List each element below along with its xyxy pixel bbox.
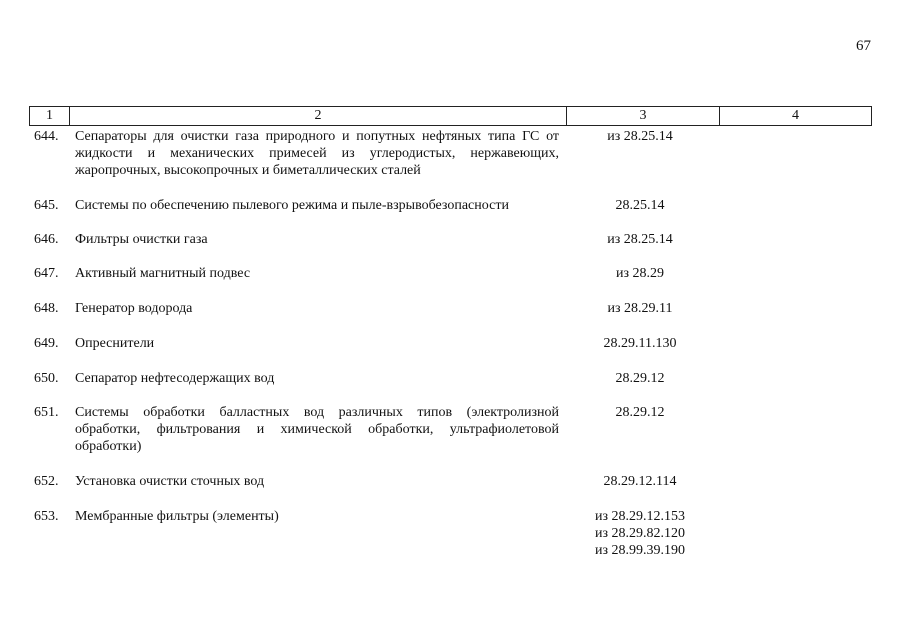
code-value: из 28.25.14 [607, 232, 673, 247]
code-value: 28.29.12 [615, 371, 665, 386]
code-value: из 28.99.39.190 [594, 543, 686, 558]
page-number: 67 [856, 38, 871, 54]
row-number: 647. [34, 266, 59, 281]
code-value: из 28.29.82.120 [594, 526, 686, 541]
code-value: из 28.29 [615, 266, 665, 281]
table-header [29, 106, 872, 126]
row-description: Сепаратор нефтесодержащих вод [75, 371, 275, 386]
code-value: 28.29.12.114 [603, 474, 677, 489]
row-description: Мембранные фильтры (элементы) [75, 509, 279, 524]
row-description: Системы обработки балластных вод различных типов (электролизной обработки, фильтрования и химической обработки, ультрафиолетовой обработки) [75, 405, 559, 454]
row-number: 652. [34, 474, 59, 489]
code-value: из 28.29.12.153 [594, 509, 686, 524]
row-code [575, 335, 705, 352]
row-number: 645. [34, 198, 59, 213]
row-description: Опреснители [75, 336, 155, 351]
row-number: 649. [34, 336, 59, 351]
row-code [575, 197, 705, 214]
header-col-3: 3 [567, 107, 720, 125]
row-code [575, 370, 705, 387]
code-value: из 28.25.14 [607, 129, 673, 144]
row-code [575, 128, 705, 145]
row-description: Генератор водорода [75, 301, 193, 316]
row-code [575, 231, 705, 248]
row-code [575, 300, 705, 317]
row-number: 646. [34, 232, 59, 247]
code-value: 28.29.12 [615, 405, 665, 420]
row-number: 653. [34, 509, 59, 524]
row-description: Фильтры очистки газа [75, 232, 208, 247]
row-description: Системы по обеспечению пылевого режима и пыле-взрывобезопасности [75, 198, 509, 213]
row-description: Сепараторы для очистки газа природного и попутных нефтяных типа ГС от жидкости и механических примесей из углеродистых, нержавеющих, жаропрочных, высокопрочных и биметаллических сталей [75, 129, 559, 178]
row-number: 648. [34, 301, 59, 316]
code-value: из 28.29.11 [607, 301, 673, 316]
header-col-2: 2 [70, 107, 567, 125]
row-number: 651. [34, 405, 59, 420]
row-code [575, 473, 705, 490]
header-col-1: 1 [30, 107, 70, 125]
code-value: 28.29.11.130 [603, 336, 677, 351]
row-number: 644. [34, 129, 59, 144]
row-description: Активный магнитный подвес [75, 266, 251, 281]
row-code [575, 265, 705, 282]
row-description: Установка очистки сточных вод [75, 474, 265, 489]
row-number: 650. [34, 371, 59, 386]
row-code [575, 404, 705, 421]
header-col-4: 4 [792, 108, 799, 123]
row-code [575, 508, 705, 559]
code-value: 28.25.14 [615, 198, 665, 213]
